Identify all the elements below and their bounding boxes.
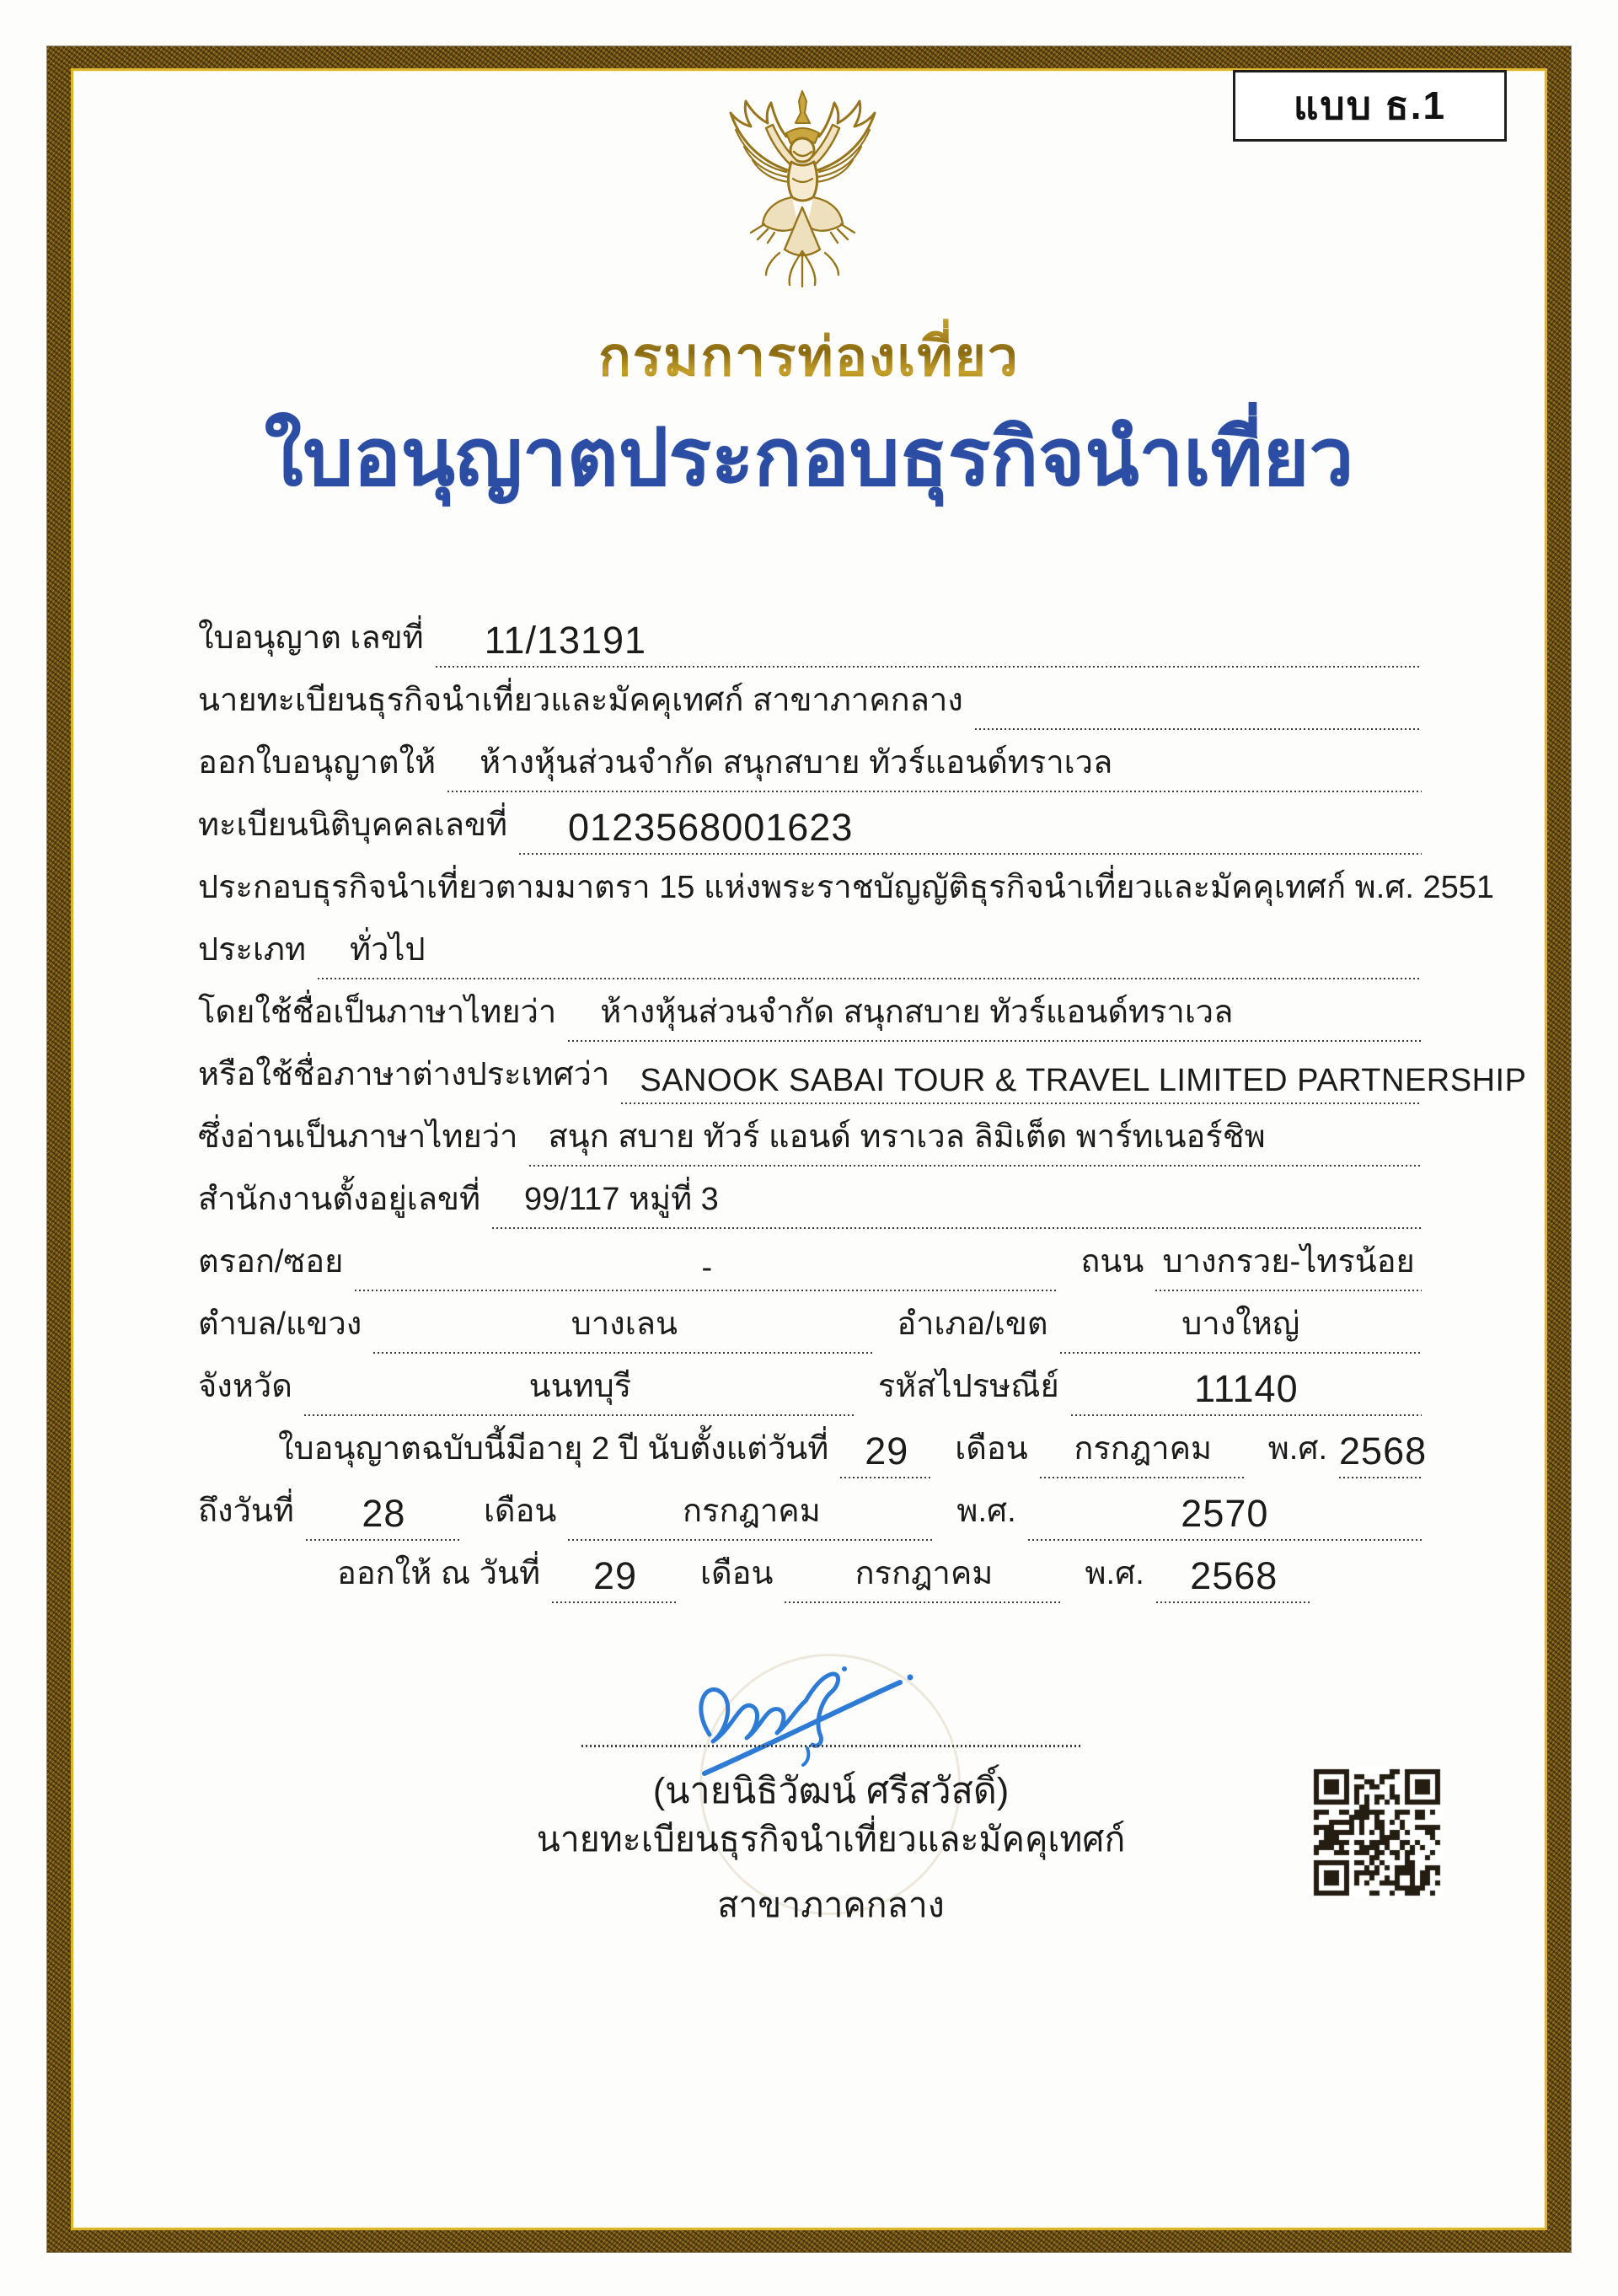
thai-name-field	[568, 985, 1422, 1042]
row-valid-from	[198, 1416, 1428, 1478]
qr-code	[1311, 1767, 1443, 1898]
thai-reading-value: สนุก สบาย ทัวร์ แอนด์ ทราเวล ลิมิเต็ด พาร์ทเนอร์ชิพ	[548, 1119, 1266, 1155]
license-no-field	[436, 619, 1422, 668]
subdistrict-value: บางเลน	[571, 1306, 678, 1342]
subdistrict-field	[373, 1297, 875, 1354]
form-code-badge	[1233, 70, 1507, 142]
issued-on-year-field	[1156, 1554, 1312, 1603]
valid-from-month: กรกฎาคม	[1074, 1431, 1213, 1467]
issued-on-month: กรกฎาคม	[855, 1556, 994, 1591]
valid-from-day-field	[840, 1430, 933, 1478]
road-value: บางกรวย-ไทรน้อย	[1162, 1244, 1415, 1279]
district-field	[1060, 1297, 1422, 1354]
signer-title: นายทะเบียนธุรกิจนำเที่ยวและมัคคุเทศก์	[536, 1820, 1126, 1859]
postcode-label: รหัสไปรษณีย์	[877, 1369, 1059, 1404]
valid-from-year-field	[1339, 1430, 1428, 1478]
office-field	[492, 1172, 1422, 1229]
until-label: ถึงวันที่	[198, 1494, 294, 1529]
form-code-text: แบบ ธ.1	[1293, 83, 1447, 127]
district-value: บางใหญ่	[1181, 1306, 1300, 1342]
issued-to-value: ห้างหุ้นส่วนจำกัด สนุกสบาย ทัวร์แอนด์ทราเวล	[480, 745, 1113, 781]
row-foreign-name	[198, 1042, 1527, 1104]
garuda-emblem-icon	[712, 84, 893, 293]
issued-on-month-field	[785, 1547, 1063, 1603]
row-thai-reading	[198, 1104, 1422, 1167]
row-office	[198, 1167, 1422, 1229]
registrar-text: นายทะเบียนธุรกิจนำเที่ยวและมัคคุเทศก์ สาขาภาคกลาง	[198, 683, 963, 718]
row-juristic-id	[198, 792, 1422, 855]
postcode-value: 11140	[1194, 1367, 1299, 1410]
lane-field	[355, 1250, 1058, 1291]
province-label: จังหวัด	[198, 1369, 292, 1404]
province-value: นนทบุรี	[528, 1369, 632, 1404]
month-label: เดือน	[700, 1556, 774, 1591]
juristic-id-field	[519, 806, 1422, 855]
era-label: พ.ศ.	[1085, 1556, 1144, 1591]
row-act	[198, 855, 1495, 917]
signer-branch: สาขาภาคกลาง	[717, 1886, 945, 1924]
type-value: ทั่วไป	[350, 932, 426, 968]
row-subdistrict-district	[198, 1291, 1422, 1354]
valid-until-month-field	[568, 1484, 935, 1541]
department-title: กรมการท่องเที่ยว	[0, 314, 1618, 400]
foreign-name-label: หรือใช้ชื่อภาษาต่างประเทศว่า	[198, 1057, 610, 1092]
subdistrict-label: ตำบล/แขวง	[198, 1306, 362, 1342]
row-type	[198, 917, 1422, 979]
month-label: เดือน	[483, 1494, 557, 1529]
row-license-no	[198, 605, 1422, 668]
issued-on-day-field	[552, 1554, 678, 1603]
registrar-trailing-line	[975, 725, 1422, 730]
foreign-name-field	[621, 1063, 1527, 1104]
type-label: ประเภท	[198, 932, 307, 968]
license-no-value: 11/13191	[484, 619, 647, 662]
valid-until-year-field	[1028, 1492, 1422, 1541]
license-title: ใบอนุญาตประกอบธุรกิจนำเที่ยว	[264, 413, 1354, 502]
row-thai-name	[198, 979, 1422, 1042]
valid-until-day: 28	[362, 1492, 406, 1535]
road-field	[1155, 1235, 1422, 1291]
postcode-field	[1071, 1367, 1422, 1416]
thai-name-label: โดยใช้ชื่อเป็นภาษาไทยว่า	[198, 995, 557, 1030]
foreign-name-value: SANOOK SABAI TOUR & TRAVEL LIMITED PARTNERSHIP	[640, 1063, 1527, 1098]
row-province-postcode	[198, 1354, 1422, 1416]
row-valid-until	[198, 1478, 1422, 1541]
office-value: 99/117 หมู่ที่ 3	[524, 1182, 719, 1217]
juristic-id-value: 0123568001623	[568, 806, 854, 849]
lane-value: -	[701, 1250, 713, 1285]
row-registrar	[198, 668, 1422, 730]
thai-reading-field	[529, 1110, 1422, 1167]
issued-to-label: ออกใบอนุญาตให้	[198, 745, 437, 781]
act-text: ประกอบธุรกิจนำเที่ยวตามมาตรา 15 แห่งพระราชบัญญัติธุรกิจนำเที่ยวและมัคคุเทศก์ พ.ศ. 2551	[198, 870, 1495, 905]
signer-name: (นายนิธิวัฒน์ ศรีสวัสดิ์)	[652, 1771, 1010, 1811]
era-label: พ.ศ.	[1267, 1431, 1328, 1467]
row-issued-on	[198, 1541, 1302, 1603]
valid-until-day-field	[306, 1492, 462, 1541]
issued-on-year: 2568	[1190, 1554, 1278, 1597]
office-label: สำนักงานตั้งอยู่เลขที่	[198, 1182, 481, 1217]
road-label: ถนน	[1080, 1244, 1144, 1279]
issued-to-field	[447, 736, 1422, 792]
month-label: เดือน	[955, 1431, 1028, 1467]
valid-from-day: 29	[865, 1430, 909, 1473]
province-field	[304, 1360, 856, 1416]
district-label: อำเภอ/เขต	[897, 1306, 1048, 1342]
thai-reading-label: ซึ่งอ่านเป็นภาษาไทยว่า	[198, 1119, 518, 1155]
valid-until-year: 2570	[1181, 1492, 1269, 1535]
lane-label: ตรอก/ซอย	[198, 1244, 344, 1279]
type-field	[318, 923, 1422, 979]
license-form	[198, 605, 1527, 1603]
juristic-id-label: ทะเบียนนิติบุคคลเลขที่	[198, 807, 508, 843]
row-lane-road	[198, 1229, 1422, 1291]
valid-from-year: 2568	[1339, 1430, 1428, 1473]
issued-on-day: 29	[592, 1554, 638, 1597]
issued-on-label: ออกให้ ณ วันที่	[337, 1556, 540, 1591]
valid-from-month-field	[1040, 1422, 1246, 1478]
valid-until-month: กรกฎาคม	[683, 1494, 821, 1529]
row-issued-to	[198, 730, 1422, 792]
license-no-label: ใบอนุญาต เลขที่	[198, 620, 424, 656]
thai-name-value: ห้างหุ้นส่วนจำกัด สนุกสบาย ทัวร์แอนด์ทราเวล	[600, 995, 1234, 1030]
validity-label: ใบอนุญาตฉบับนี้มีอายุ 2 ปี นับตั้งแต่วันที่	[278, 1431, 829, 1467]
signature-dotted-line	[581, 1745, 1080, 1747]
era-label: พ.ศ.	[956, 1494, 1016, 1529]
